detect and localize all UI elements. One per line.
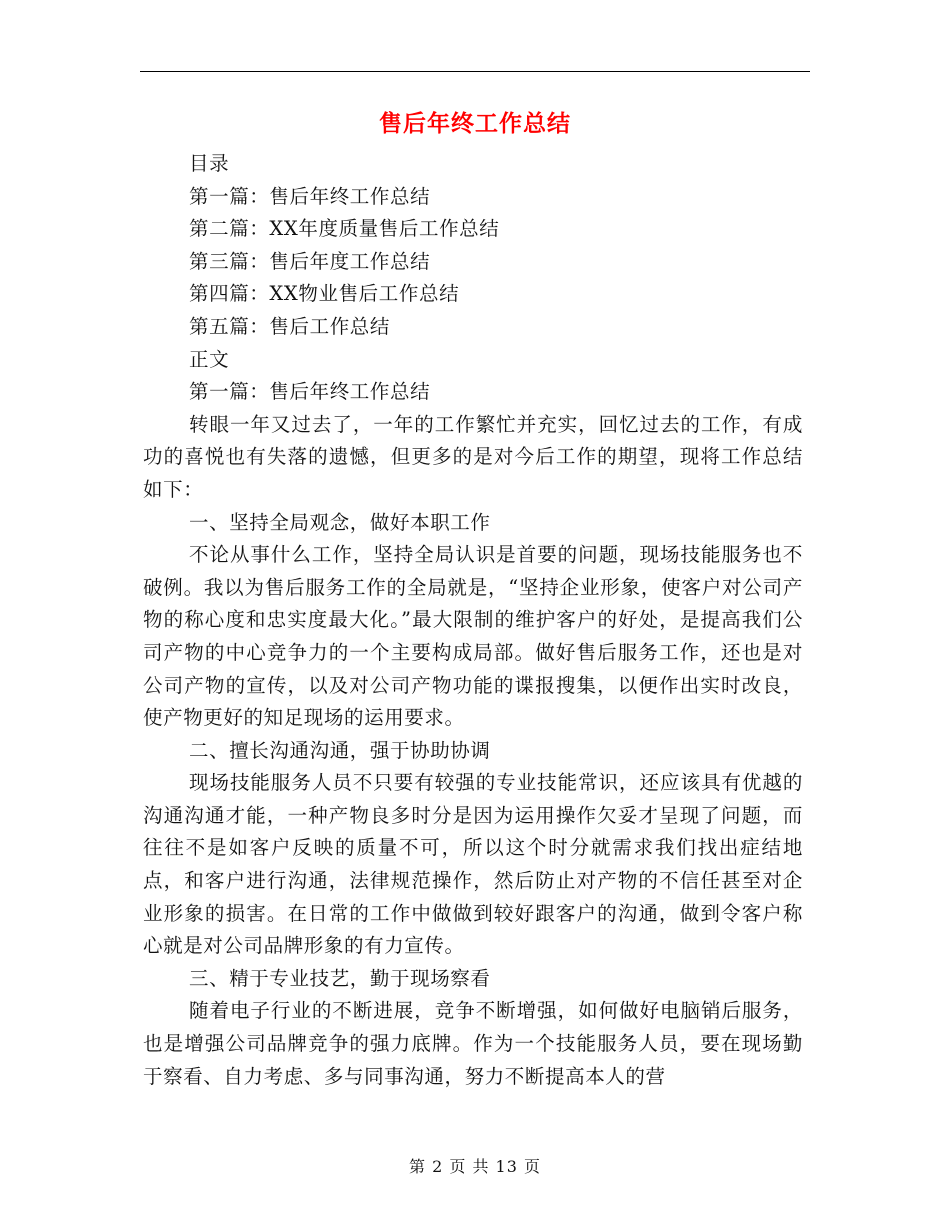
document-body [143, 148, 803, 1093]
toc-item-3: 第三篇：售后年度工作总结 [189, 249, 431, 273]
toc-item-1: 第一篇：售后年终工作总结 [189, 184, 431, 208]
section-title: 第一篇：售后年终工作总结 [189, 380, 431, 404]
toc-heading: 目录 [189, 152, 230, 175]
subheading-3: 三、精于专业技艺，勤于现场察看 [189, 966, 491, 990]
toc-item-2: 第二篇：XX年度质量售后工作总结 [189, 217, 500, 241]
main-heading: 正文 [189, 347, 230, 371]
subheading-2: 二、擅长沟通沟通，强于协助协调 [189, 738, 491, 762]
header-rule [140, 71, 810, 72]
document-title: 售后年终工作总结 [379, 111, 571, 137]
paragraph-2: 现场技能服务人员不只要有较强的专业技能常识，还应该具有优越的沟通沟通才能，一种产物良多时分是因为运用操作欠妥才呈现了问题，而往往不是如客户反映的质量不可，所以这个时分就需求我们找出症结地点，和客户进行沟通，法律规范操作，然后防止对产物的不信任甚至对企业形象的损害。在日常的工作中做做到较好跟客户的沟通，做到令客户称心就是对公司品牌形象的有力宣传。 [143, 771, 803, 958]
paragraph-intro: 转眼一年又过去了，一年的工作繁忙并充实，回忆过去的工作，有成功的喜悦也有失落的遗憾，但更多的是对今后工作的期望，现将工作总结如下： [143, 412, 803, 501]
toc-item-4: 第四篇：XX物业售后工作总结 [189, 282, 460, 306]
page-footer: 第 2 页 共 13 页 [409, 1157, 541, 1176]
paragraph-3: 随着电子行业的不断进展，竞争不断增强，如何做好电脑销后服务，也是增强公司品牌竞争的强力底牌。作为一个技能服务人员，要在现场勤于察看、自力考虑、多与同事沟通，努力不断提高本人的营 [143, 999, 803, 1088]
toc-item-5: 第五篇：售后工作总结 [189, 314, 391, 338]
subheading-1: 一、坚持全局观念，做好本职工作 [189, 510, 491, 534]
paragraph-1: 不论从事什么工作，坚持全局认识是首要的问题，现场技能服务也不破例。我以为售后服务工作的全局就是，“坚持企业形象，使客户对公司产物的称心度和忠实度最大化。”最大限制的维护客户的好处，是提高我们公司产物的中心竞争力的一个主要构成局部。做好售后服务工作，还也是对公司产物的宣传，以及对公司产物功能的谍报搜集，以便作出实时改良，使产物更好的知足现场的运用要求。 [143, 543, 803, 730]
